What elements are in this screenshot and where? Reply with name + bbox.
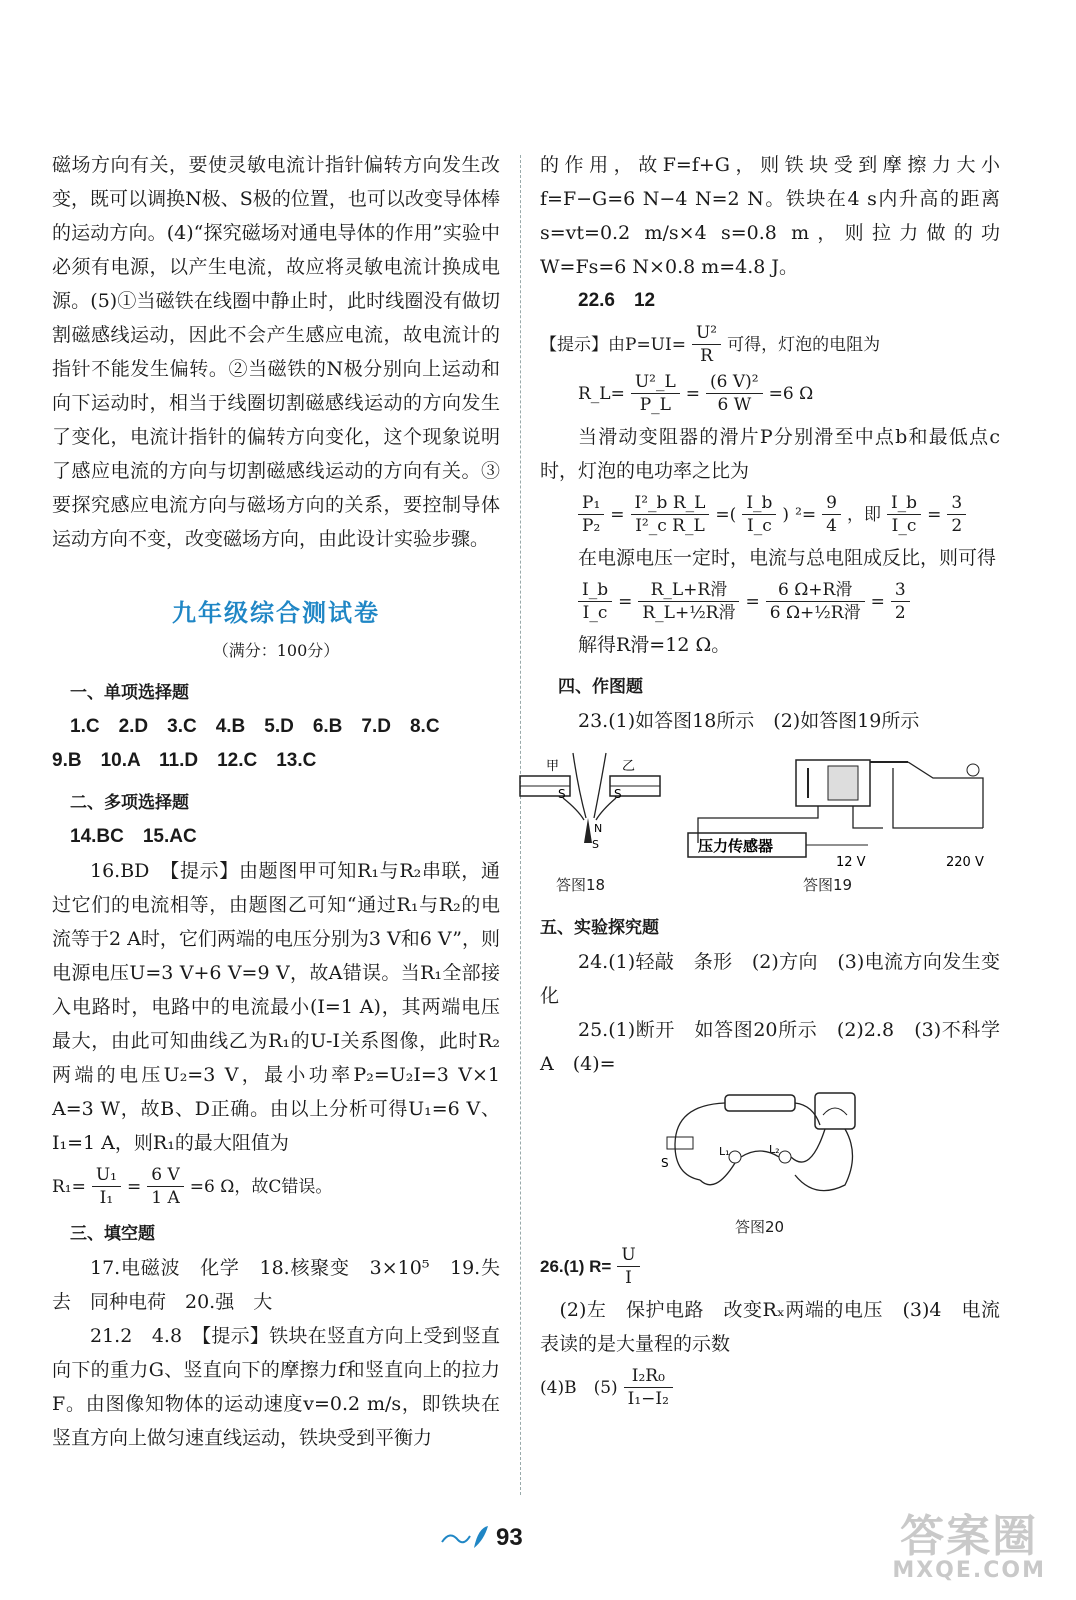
field-line [563,798,584,820]
question-24-answer: 24.(1)轻敲 条形 (2)方向 (3)电流方向发生变化 [540,951,1000,1007]
l1-label: L₁ [719,1145,730,1158]
wire [700,1129,853,1191]
fraction [147,1164,184,1209]
fraction [631,492,710,537]
wire [675,1103,725,1180]
left-column [52,148,500,1455]
watermark [892,1500,1046,1583]
question-26-answer [540,1244,1000,1289]
eq-sign: = [127,1176,142,1197]
eq-sign: = [685,383,701,404]
numerator: I_b [578,579,612,602]
question-22-step: 当滑动变阻器的滑片P分别滑至中点b和最低点c时，灯泡的电功率之比为 [540,426,1000,482]
wire [795,1103,820,1125]
watermark-line2: MXQE.COM [892,1558,1046,1583]
lamp [967,764,979,776]
wire [853,806,883,828]
denominator: I₁−I₂ [627,1389,669,1409]
figure-18-magnets [518,748,668,858]
denominator: I_c [891,516,917,536]
wire [908,762,983,828]
eq-text: =6 Ω，故C错误。 [189,1176,333,1197]
denominator: I [625,1268,632,1288]
figure-18-caption: 答图18 [556,876,606,894]
eq-text: =6 Ω [768,383,814,404]
eq-sign: = [610,504,625,525]
question-22-answer: 22.6 12 [578,290,656,311]
figure-19-caption: 答图19 [803,876,853,894]
answers-fill-blank: 17.电磁波 化学 18.核聚变 3×10⁵ 19.失去 同种电荷 20.强 大 [52,1257,500,1313]
figures-18-19 [518,748,1000,903]
question-21-continued: 的作用，故F=f+G，则铁块受到摩擦力大小f=F−G=6 N−4 N=2 N。铁块在4 s内升高的距离s=vt=0.2 m/s×4 s=0.8 m，则拉力做的功W=Fs=6 N×0.8 m=4.8 J。 [540,154,1000,278]
compass-needle [584,818,592,843]
fraction [578,492,604,537]
denominator: P_L [639,395,671,415]
eq-sign: = [745,591,760,612]
fraction [822,492,841,537]
denominator: I₁ [99,1188,114,1208]
numerator: U² [692,322,721,345]
denominator: I²_c R_L [635,516,705,536]
eq-text: R₁= [52,1176,86,1197]
equation-power-ratio [578,492,1000,537]
section-heading-multi-choice: 二、多项选择题 [70,793,189,813]
answer-paragraph: 磁场方向有关，要使灵敏电流计指针偏转方向发生改变，既可以调换N极、S极的位置，也可以改变导体棒的运动方向。(4)“探究磁场对通电导体的作用”实验中必须有电源，以产生电流，故应将灵敏电流计换成电源。(5)①当磁铁在线圈中静止时，此时线圈没有做切割磁感线运动，因此不会产生感应电流，故电流计的指针不能发生偏转。②当磁铁的N极分别向上运动和向下运动时，相当于线圈切割磁感线运动的方向发生了变化，电流计指针的偏转方向变化，这个现象说明了感应电流的方向与切割磁感线运动的方向有关。③要探究感应电流方向与磁场方向的关系，要控制导体运动方向不变，改变磁场方向，由此设计实验步骤。 [52,154,500,550]
numerator: 6 V [147,1164,184,1187]
question-26-formula [540,1365,1000,1410]
numerator: I₂R₀ [624,1365,673,1388]
denominator: I_c [746,516,772,536]
full-score-note: （满分：100分） [212,641,340,660]
meter-dial [823,1108,847,1115]
section-heading-single-choice: 一、单项选择题 [70,683,189,703]
numerator: 3 [947,492,966,515]
pole-s-needle: S [592,838,599,851]
denominator: P₂ [582,516,601,536]
section-title: 九年级综合测试卷 [172,599,380,627]
numerator: R_L+R滑 [638,579,739,602]
pole-n: N [594,822,603,835]
battery [725,1095,795,1111]
denominator: 6 W [717,395,752,415]
question-22-step: 在电源电压一定时，电流与总电阻成反比，则可得 [578,547,997,569]
section-heading-drawing: 四、作图题 [558,677,643,697]
numerator: U²_L [631,371,680,394]
numerator: U [617,1244,639,1267]
pressure-sensor-label: 压力传感器 [698,837,774,855]
eq-text: 26.(1) R= [540,1256,612,1276]
question-23-answer: 23.(1)如答图18所示 (2)如答图19所示 [578,710,920,732]
switch [667,1137,693,1149]
denominator: 2 [894,603,906,623]
fraction [692,322,721,367]
bulb-l2 [779,1151,791,1163]
question-26-answer-cont: (2)左 保护电路 改变Rₓ两端的电压 (3)4 电流表读的是大量程的示数 [540,1299,1000,1355]
eq-sign: = [618,591,633,612]
denominator: 6 Ω+½R滑 [769,603,861,623]
section-heading-fill-blank: 三、填空题 [70,1224,155,1244]
fraction [92,1164,121,1209]
page-number: 93 [496,1524,523,1551]
fraction [624,1365,673,1410]
answers-single-choice-1: 1.C 2.D 3.C 4.B 5.D 6.B 7.D 8.C [70,716,440,737]
fraction [638,579,739,624]
numerator: I_b [742,492,776,515]
eq-sign: ) [782,504,790,525]
question-21-explanation: 21.2 4.8 【提示】铁块在竖直方向上受到竖直向下的重力G、竖直向下的摩擦力f和竖直向上的拉力F。由图像知物体的运动速度v=0.2 m/s，即铁块在竖直方向上做匀速直线运动，铁块受到平衡力 [52,1325,500,1449]
figure-19-circuit [668,748,998,868]
denominator: R [700,346,713,366]
voltage-12v: 12 V [836,855,866,868]
right-column [540,148,1020,1414]
question-22-solution: 解得R滑=12 Ω。 [578,634,731,656]
voltmeter [815,1093,855,1129]
denominator: I_c [582,603,608,623]
fraction [578,579,612,624]
denominator: 2 [951,516,963,536]
label-jia: 甲 [546,759,560,774]
figure-20-wrap [540,1085,1000,1240]
numerator: 9 [822,492,841,515]
denominator: 4 [826,516,837,536]
fraction [617,1244,639,1289]
fraction [891,579,910,624]
numerator: I_b [887,492,921,515]
pole-s-right: S [614,787,622,801]
numerator: 3 [891,579,910,602]
wire [893,768,983,828]
fraction [742,492,776,537]
numerator: P₁ [578,492,604,515]
figure-20-caption: 答图20 [735,1218,785,1236]
question-25-answer: 25.(1)断开 如答图20所示 (2)2.8 (3)不科学 A (4)= [540,1019,1020,1075]
fraction [766,579,865,624]
answers-single-choice-2: 9.B 10.A 11.D 12.C 13.C [52,750,317,771]
numerator: 6 Ω+R滑 [766,579,865,602]
eq-text: 可得，灯泡的电阻为 [727,334,881,355]
pole-s-left: S [558,787,566,801]
label-yi: 乙 [622,759,636,774]
eq-text: 【提示】由P=UI= [540,334,686,355]
voltage-220v: 220 V [946,855,984,868]
wave-ornament-icon [440,1522,490,1552]
bulb-l1 [729,1151,741,1163]
fraction [706,371,763,416]
question-16-explanation: 16.BD 【提示】由题图甲可知R₁与R₂串联，通过它们的电流相等，由题图乙可知“通过R₁与R₂的电流等于2 A时，它们两端的电压分别为3 V和6 V”，则电源电压U=3 V+6 V=9 V，故A错误。当R₁全部接入电路时，电路中的电流最小(I=1 A)，其两端电压最大，由此可知曲线乙为R₁的U-I关系图像，此时R₂两端的电压U₂=3 V，最小功率P₂=U₂I=3 V×1 A=3 W，故B、D正确。由以上分析可得U₁=6 V、I₁=1 A，则R₁的最大阻值为 [52,860,500,1154]
fraction [947,492,966,537]
field-line [596,798,616,820]
eq-text: (4)B (5) [540,1377,618,1398]
section-heading-experiment: 五、实验探究题 [540,918,659,938]
numerator: U₁ [92,1164,121,1187]
equation-hint-power [540,322,1000,367]
watermark-line1: 答案圈 [900,1511,1039,1562]
numerator: I²_b R_L [631,492,710,515]
denominator: R_L+½R滑 [642,603,736,623]
eq-sign: = [870,591,885,612]
fraction [887,492,921,537]
l2-label: L₂ [769,1143,780,1156]
denominator: 1 A [151,1188,180,1208]
eq-sign: = [927,504,942,525]
numerator: (6 V)² [706,371,763,394]
eq-text: ²= [795,504,817,525]
equation-bulb-resistance [578,371,1000,416]
field-line [594,753,606,818]
switch-label: S [661,1156,669,1170]
answers-multi-choice: 14.BC 15.AC [70,826,197,847]
fraction [631,371,680,416]
eq-sign: =( [715,504,737,525]
eq-text: R_L= [578,383,625,404]
equation-current-ratio [578,579,1000,624]
relay-coil [828,766,858,800]
equation-r1 [52,1164,500,1209]
eq-text: ，即 [846,504,881,525]
figure-20-circuit [645,1085,885,1205]
